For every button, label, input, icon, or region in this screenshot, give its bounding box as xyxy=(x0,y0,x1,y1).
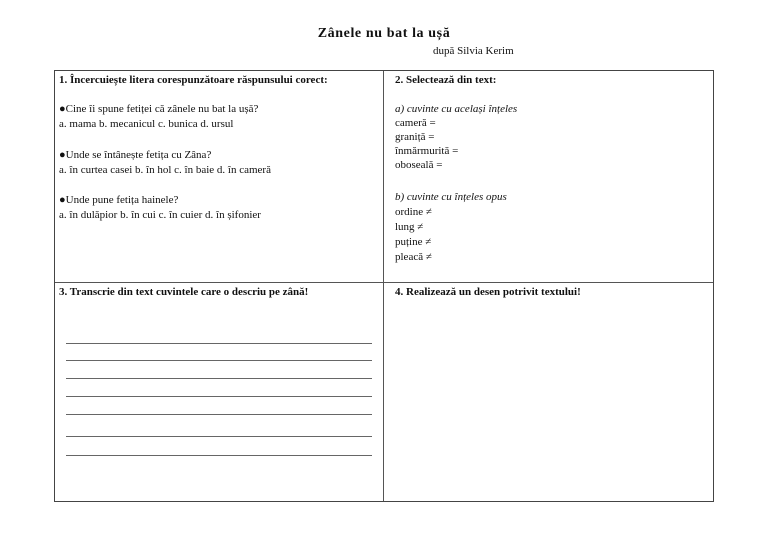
synonym-word-1: cameră = xyxy=(395,117,436,129)
author-line: după Silvia Kerim xyxy=(433,45,514,57)
exercise-1-options-1: a. mama b. mecanicul c. bunica d. ursul xyxy=(59,118,234,130)
writing-line[interactable] xyxy=(66,378,372,379)
synonyms-heading: a) cuvinte cu același înțeles xyxy=(395,103,518,115)
writing-line[interactable] xyxy=(66,455,372,456)
exercise-4-title: 4. Realizează un desen potrivit textului! xyxy=(395,286,581,298)
writing-line[interactable] xyxy=(66,343,372,344)
drawing-area[interactable] xyxy=(384,283,713,501)
exercise-1-options-2: a. în curtea casei b. în hol c. în baie d. în cameră xyxy=(59,164,271,176)
writing-line[interactable] xyxy=(66,414,372,415)
exercise-1-question-2: ●Unde se întânește fetița cu Zâna? xyxy=(59,149,212,161)
exercise-2-title: 2. Selectează din text: xyxy=(395,74,497,86)
exercise-1-question-3: ●Unde pune fetița hainele? xyxy=(59,194,179,206)
exercise-1-question-1: ●Cine îi spune fetiței că zânele nu bat la ușă? xyxy=(59,103,259,115)
exercise-3-title: 3. Transcrie din text cuvintele care o descriu pe zână! xyxy=(59,286,309,298)
antonyms-heading: b) cuvinte cu înțeles opus xyxy=(395,191,507,203)
synonym-word-2: graniță = xyxy=(395,131,435,143)
antonym-word-3: puține ≠ xyxy=(395,236,432,248)
antonym-word-2: lung ≠ xyxy=(395,221,424,233)
writing-line[interactable] xyxy=(66,396,372,397)
synonym-word-3: înmărmurită = xyxy=(395,145,459,157)
writing-line[interactable] xyxy=(66,360,372,361)
antonym-word-4: pleacă ≠ xyxy=(395,251,432,263)
exercise-1-title: 1. Încercuiește litera corespunzătoare răspunsului corect: xyxy=(59,74,328,86)
writing-line[interactable] xyxy=(66,436,372,437)
exercise-1-options-3: a. în dulăpior b. în cui c. în cuier d. în șifonier xyxy=(59,209,261,221)
antonym-word-1: ordine ≠ xyxy=(395,206,432,218)
worksheet-title: Zânele nu bat la ușă xyxy=(317,26,451,41)
synonym-word-4: oboseală = xyxy=(395,159,443,171)
exercise-grid xyxy=(54,70,714,502)
